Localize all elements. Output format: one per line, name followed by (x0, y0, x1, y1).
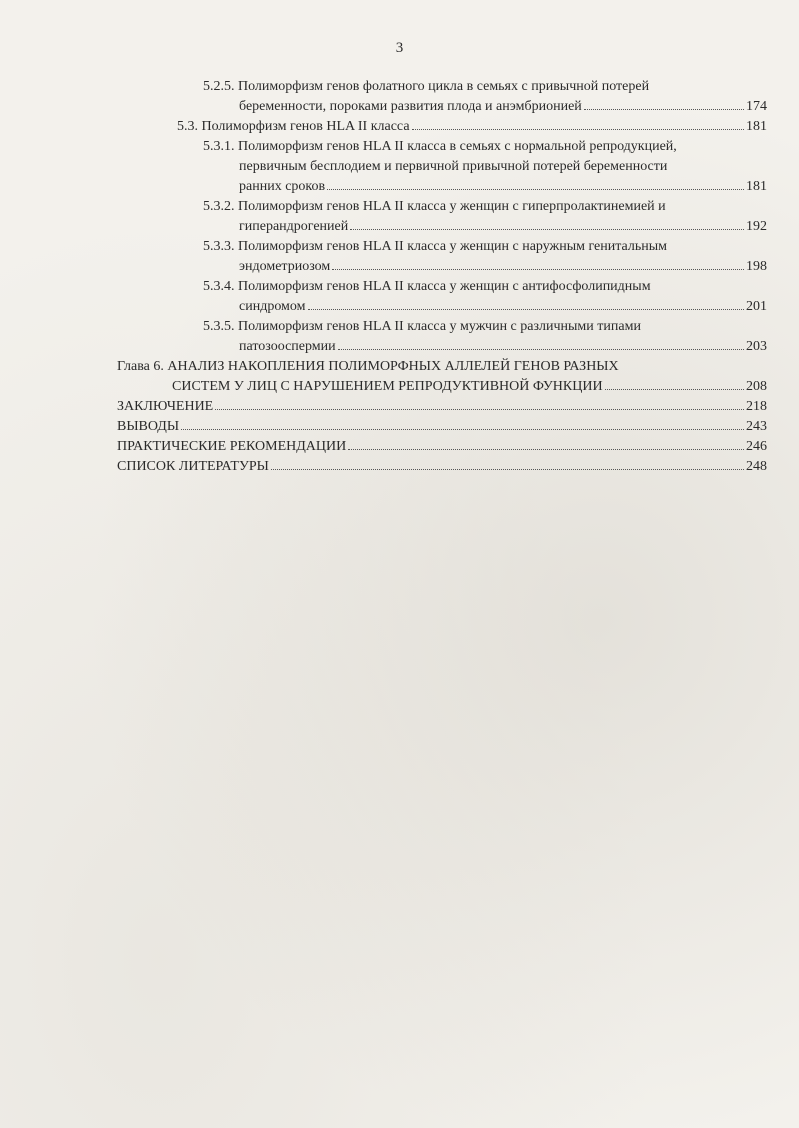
toc-entry-text: ВЫВОДЫ (117, 419, 180, 434)
dot-leader (350, 228, 744, 230)
toc-page-number: 181 (746, 179, 767, 194)
toc-entry-text: СПИСОК ЛИТЕРАТУРЫ (117, 459, 269, 474)
toc-entry-text: ПРАКТИЧЕСКИЕ РЕКОМЕНДАЦИИ (117, 439, 347, 454)
toc-page-number: 192 (746, 219, 767, 234)
table-of-contents (0, 77, 799, 477)
toc-page-number: 246 (746, 439, 767, 454)
dot-leader (181, 428, 744, 430)
toc-page-number: 174 (746, 99, 767, 114)
toc-entry-text: ЗАКЛЮЧЕНИЕ (117, 399, 214, 414)
toc-entry-recommendations[interactable] (117, 437, 767, 457)
toc-entry-5-3-4[interactable] (203, 277, 767, 317)
toc-page-number: 208 (746, 379, 767, 394)
dot-leader (584, 108, 744, 110)
toc-entry-references[interactable] (117, 457, 767, 477)
dot-leader (348, 448, 744, 450)
toc-entry-text: 5.3.4. Полиморфизм генов HLA II класса у женщин с антифосфолипидным (203, 279, 651, 294)
toc-entry-text: 5.3.3. Полиморфизм генов HLA II класса у женщин с наружным генитальным (203, 239, 667, 254)
dot-leader (327, 188, 744, 190)
dot-leader (412, 128, 744, 130)
toc-entry-text: синдромом (239, 299, 306, 314)
toc-page-number: 248 (746, 459, 767, 474)
toc-entry-chapter-6[interactable] (117, 357, 767, 397)
toc-entry-text: ранних сроков (239, 179, 326, 194)
dot-leader (332, 268, 744, 270)
toc-entry-conclusion[interactable] (117, 397, 767, 417)
toc-entry-findings[interactable] (117, 417, 767, 437)
toc-entry-text: гиперандрогенией (239, 219, 349, 234)
dot-leader (338, 348, 744, 350)
toc-page-number: 201 (746, 299, 767, 314)
toc-entry-text: 5.2.5. Полиморфизм генов фолатного цикла в семьях с привычной потерей (203, 79, 650, 94)
toc-entry-text: 5.3.2. Полиморфизм генов HLA II класса у женщин с гиперпролактинемией и (203, 199, 666, 214)
toc-entry-5-2-5[interactable] (203, 77, 767, 117)
toc-page-number: 181 (746, 119, 767, 134)
toc-entry-text: 5.3.5. Полиморфизм генов HLA II класса у мужчин с различными типами (203, 319, 641, 334)
toc-page-number: 198 (746, 259, 767, 274)
toc-entry-text: СИСТЕМ У ЛИЦ С НАРУШЕНИЕМ РЕПРОДУКТИВНОЙ ФУНКЦИИ (172, 379, 603, 394)
toc-entry-5-3-3[interactable] (203, 237, 767, 277)
dot-leader (271, 468, 744, 470)
dot-leader (605, 388, 744, 390)
toc-entry-text: эндометриозом (239, 259, 331, 274)
page-number: 3 (395, 40, 404, 56)
toc-entry-5-3-1[interactable] (203, 137, 767, 197)
toc-page-number: 218 (746, 399, 767, 414)
toc-entry-text: Глава 6. АНАЛИЗ НАКОПЛЕНИЯ ПОЛИМОРФНЫХ АЛЛЕЛЕЙ ГЕНОВ РАЗНЫХ (117, 359, 619, 374)
toc-entry-text: патозооспермии (239, 339, 336, 354)
dot-leader (215, 408, 744, 410)
dot-leader (308, 308, 744, 310)
toc-page-number: 243 (746, 419, 767, 434)
toc-page-number: 203 (746, 339, 767, 354)
toc-entry-text: 5.3. Полиморфизм генов HLA II класса (177, 119, 410, 134)
toc-entry-5-3[interactable] (177, 117, 767, 137)
toc-entry-5-3-5[interactable] (203, 317, 767, 357)
toc-entry-text: беременности, пороками развития плода и анэмбрионией (239, 99, 582, 114)
toc-entry-5-3-2[interactable] (203, 197, 767, 237)
toc-entry-text: первичным бесплодием и первичной привычной потерей беременности (239, 159, 668, 174)
toc-entry-text: 5.3.1. Полиморфизм генов HLA II класса в семьях с нормальной репродукцией, (203, 139, 677, 154)
